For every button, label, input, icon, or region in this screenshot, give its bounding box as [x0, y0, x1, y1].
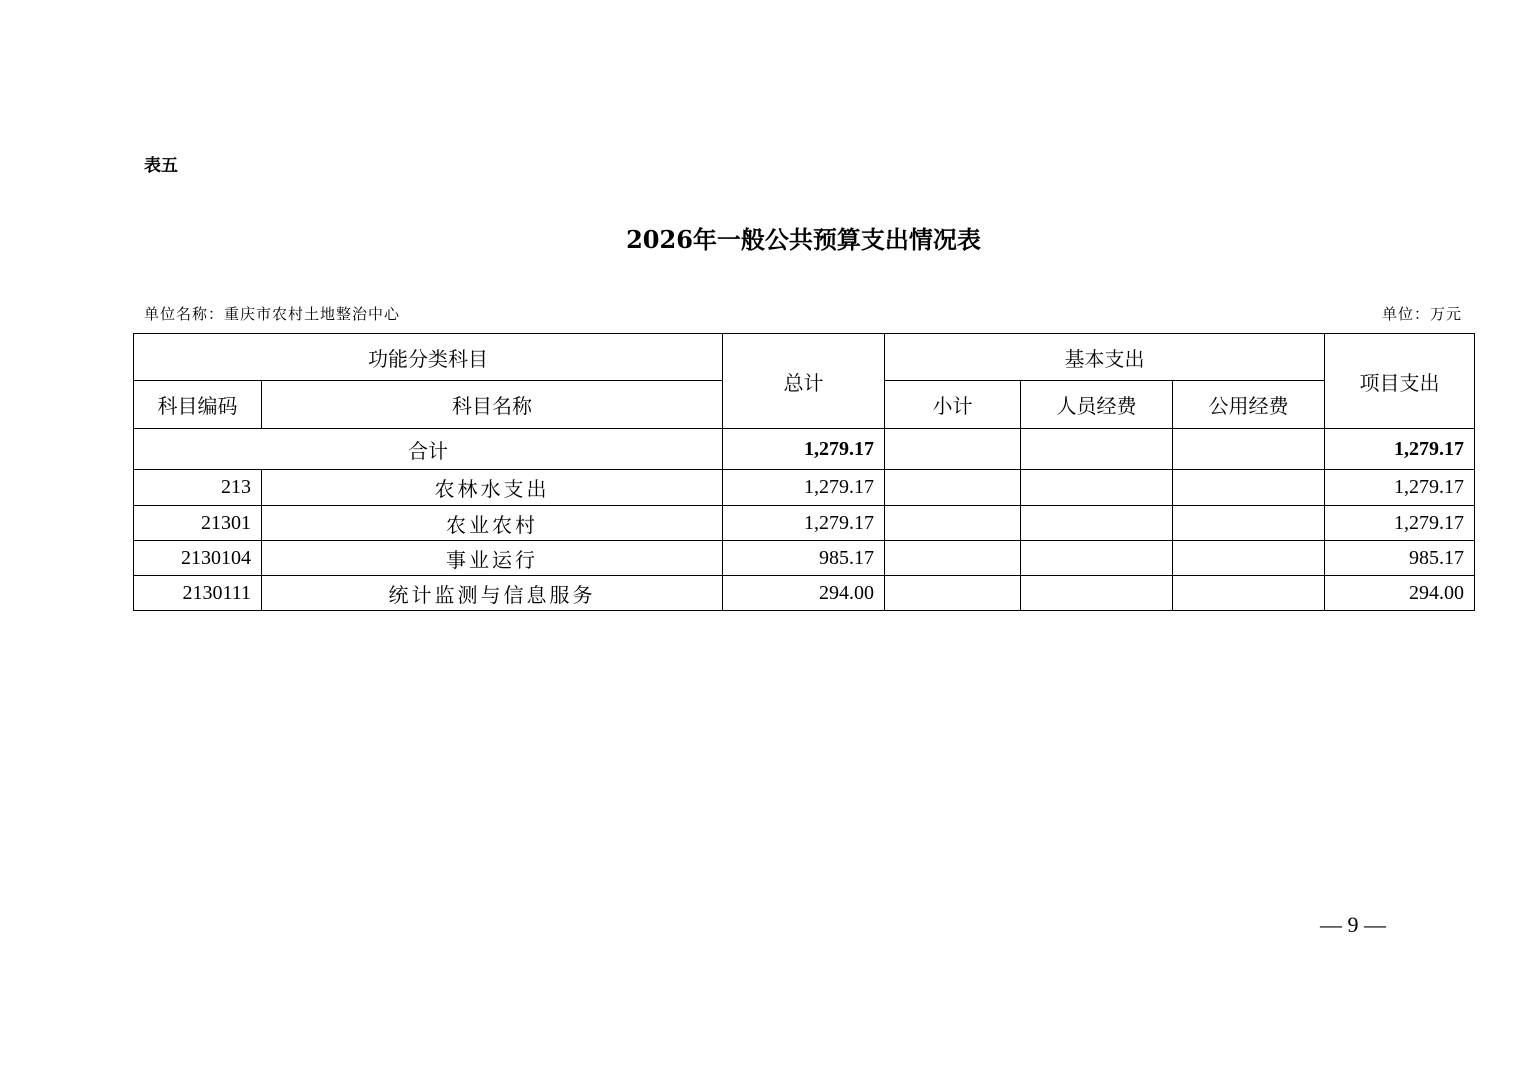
page-title: 2026年一般公共预算支出情况表: [626, 225, 981, 254]
header-subject-name: 科目名称: [262, 381, 723, 429]
row-project: 1,279.17: [1325, 506, 1475, 541]
row-public: [1173, 576, 1325, 611]
budget-table: [133, 333, 1475, 611]
row-public: [1173, 506, 1325, 541]
total-label: 合计: [134, 429, 723, 470]
row-project: 985.17: [1325, 541, 1475, 576]
total-personnel: [1021, 429, 1173, 470]
unit-name: 单位名称：重庆市农村土地整治中心: [144, 305, 401, 323]
row-name: 农业农村: [262, 506, 723, 541]
table-row: [134, 541, 1475, 576]
row-total: 1,279.17: [723, 470, 885, 506]
header-basic-expenditure: 基本支出: [885, 334, 1325, 381]
row-personnel: [1021, 506, 1173, 541]
row-personnel: [1021, 470, 1173, 506]
row-name: 事业运行: [262, 541, 723, 576]
header-personnel-cost: 人员经费: [1021, 381, 1173, 429]
header-row-1: [134, 334, 1475, 381]
table-row: [134, 576, 1475, 611]
total-subtotal: [885, 429, 1021, 470]
row-personnel: [1021, 576, 1173, 611]
row-name: 农林水支出: [262, 470, 723, 506]
header-subtotal: 小计: [885, 381, 1021, 429]
table-row: [134, 470, 1475, 506]
row-public: [1173, 541, 1325, 576]
header-functional-category: 功能分类科目: [134, 334, 723, 381]
table-row: [134, 506, 1475, 541]
row-project: 1,279.17: [1325, 470, 1475, 506]
row-code: 2130104: [134, 541, 262, 576]
row-subtotal: [885, 506, 1021, 541]
row-project: 294.00: [1325, 576, 1475, 611]
header-subject-code: 科目编码: [134, 381, 262, 429]
unit-label: 单位：万元: [1381, 305, 1462, 323]
row-total: 1,279.17: [723, 506, 885, 541]
total-public: [1173, 429, 1325, 470]
total-row: [134, 429, 1475, 470]
row-total: 985.17: [723, 541, 885, 576]
header-project-expenditure: 项目支出: [1325, 334, 1475, 429]
row-name: 统计监测与信息服务: [262, 576, 723, 611]
row-code: 21301: [134, 506, 262, 541]
header-total: 总计: [723, 334, 885, 429]
row-subtotal: [885, 470, 1021, 506]
header-public-cost: 公用经费: [1173, 381, 1325, 429]
row-subtotal: [885, 541, 1021, 576]
row-subtotal: [885, 576, 1021, 611]
row-code: 2130111: [134, 576, 262, 611]
row-public: [1173, 470, 1325, 506]
row-code: 213: [134, 470, 262, 506]
total-total: 1,279.17: [723, 429, 885, 470]
row-total: 294.00: [723, 576, 885, 611]
page-number: — 9 —: [1320, 912, 1386, 937]
row-personnel: [1021, 541, 1173, 576]
total-project: 1,279.17: [1325, 429, 1475, 470]
table-label: 表五: [144, 156, 178, 176]
